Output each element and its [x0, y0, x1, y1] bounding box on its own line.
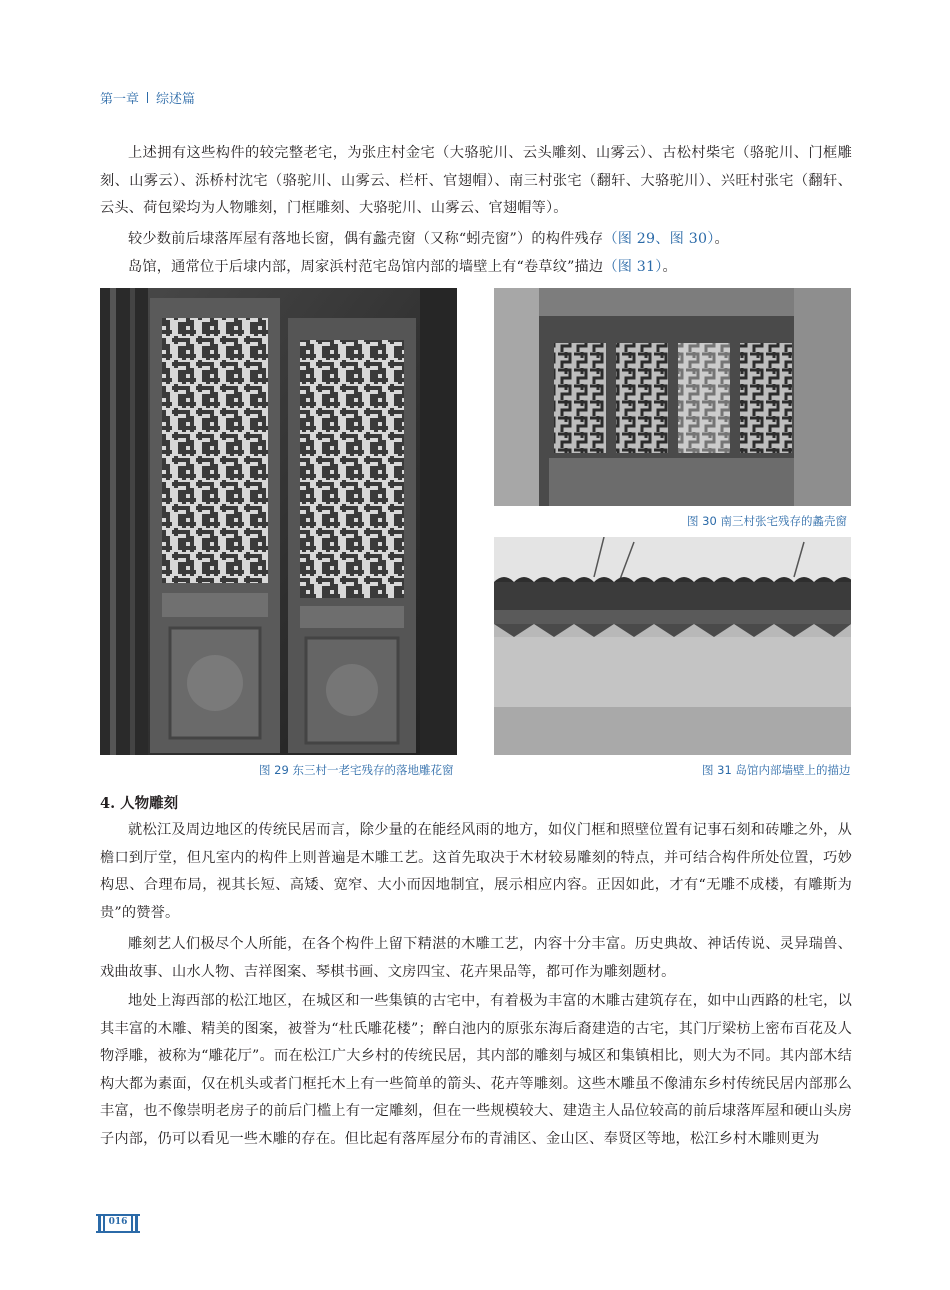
figure-30-photo — [494, 288, 851, 506]
figure-30-caption: 图 30 南三村张宅残存的蠡壳窗 — [687, 514, 847, 528]
paragraph-woodcarving-intro: 就松江及周边地区的传统民居而言，除少量的在能经风雨的地方，如仪门框和照壁位置有记事石刻和砖雕之外，从檐口到厅堂，但凡室内的构件上则普遍是木雕工艺。这首先取决于木材较易雕刻的特点，并可结合构件所处位置，巧妙构思、合理布局，视其长短、高矮、宽窄、大小而因地制宜，展示相应内容。正因如此，才有“无雕不成楼，有雕斯为贵”的赞誉。 — [100, 822, 852, 921]
paragraph-woodcarving-themes: 雕刻艺人们极尽个人所能，在各个构件上留下精湛的木雕工艺，内容十分丰富。历史典故、神话传说、灵异瑞兽、戏曲故事、山水人物、吉祥图案、琴棋书画、文房四宝、花卉果品等，都可作为雕刻题材。 — [100, 936, 852, 980]
paragraph-windows-end: 。 — [714, 231, 729, 247]
paragraph-windows — [100, 226, 852, 254]
running-header — [100, 88, 195, 107]
section-label: 综述篇 — [156, 92, 196, 107]
paragraph-island-text: 岛馆，通常位于后埭内部，周家浜村范宅岛馆内部的墙壁上有“卷草纹”描边 — [128, 259, 604, 275]
figure-29-caption: 图 29 东三村一老宅残存的落地雕花窗 — [259, 763, 454, 777]
figure-29-photo — [100, 288, 457, 755]
page-number: 016 — [108, 1217, 128, 1227]
paragraph-island-end: 。 — [662, 259, 677, 275]
header-separator — [147, 92, 148, 103]
page-number-badge — [96, 1212, 140, 1234]
figure-31-photo — [494, 537, 851, 755]
figure-31-caption: 图 31 岛馆内部墙壁上的描边 — [702, 763, 851, 777]
section-title: 4. 人物雕刻 — [100, 795, 179, 812]
paragraph-houses: 上述拥有这些构件的较完整老宅，为张庄村金宅（大骆驼川、云头雕刻、山雾云）、古松村柴宅（骆驼川、门框雕刻、山雾云）、泺桥村沈宅（骆驼川、山雾云、栏杆、官翅帽）、南三村张宅（翻轩、大骆驼川）、兴旺村张宅（翻轩、云头、荷包梁均为人物雕刻，门框雕刻、大骆驼川、山雾云、官翅帽等）。 — [100, 145, 852, 216]
chapter-label: 第一章 — [100, 92, 140, 107]
figure-ref-29-30[interactable]: （图 29、图 30） — [603, 231, 715, 247]
figure-ref-31[interactable]: （图 31） — [603, 259, 663, 275]
paragraph-songjiang: 地处上海西部的松江地区，在城区和一些集镇的古宅中，有着极为丰富的木雕古建筑存在，如中山西路的杜宅，以其丰富的木雕、精美的图案，被誉为“杜氏雕花楼”；醉白池内的原张东海后裔建造的古宅，其门厅梁枋上密布百花及人物浮雕，被称为“雕花厅”。而在松江广大乡村的传统民居，其内部的雕刻与城区和集镇相比，则大为不同。其内部木结构大都为素面，仅在机头或者门框托木上有一些简单的箭头、花卉等雕刻。这些木雕虽不像浦东乡村传统民居内部那么丰富，也不像崇明老房子的前后门槛上有一定雕刻，但在一些规模较大、建造主人品位较高的前后埭落厍屋和硬山头房子内部，仍可以看见一些木雕的存在。但比起有落厍屋分布的青浦区、金山区、奉贤区等地，松江乡村木雕则更为 — [100, 993, 852, 1147]
paragraph-island-hall — [100, 254, 852, 282]
paragraph-windows-text: 较少数前后埭落厍屋有落地长窗，偶有蠡壳窗（又称“蚓壳窗”）的构件残存 — [128, 231, 604, 247]
